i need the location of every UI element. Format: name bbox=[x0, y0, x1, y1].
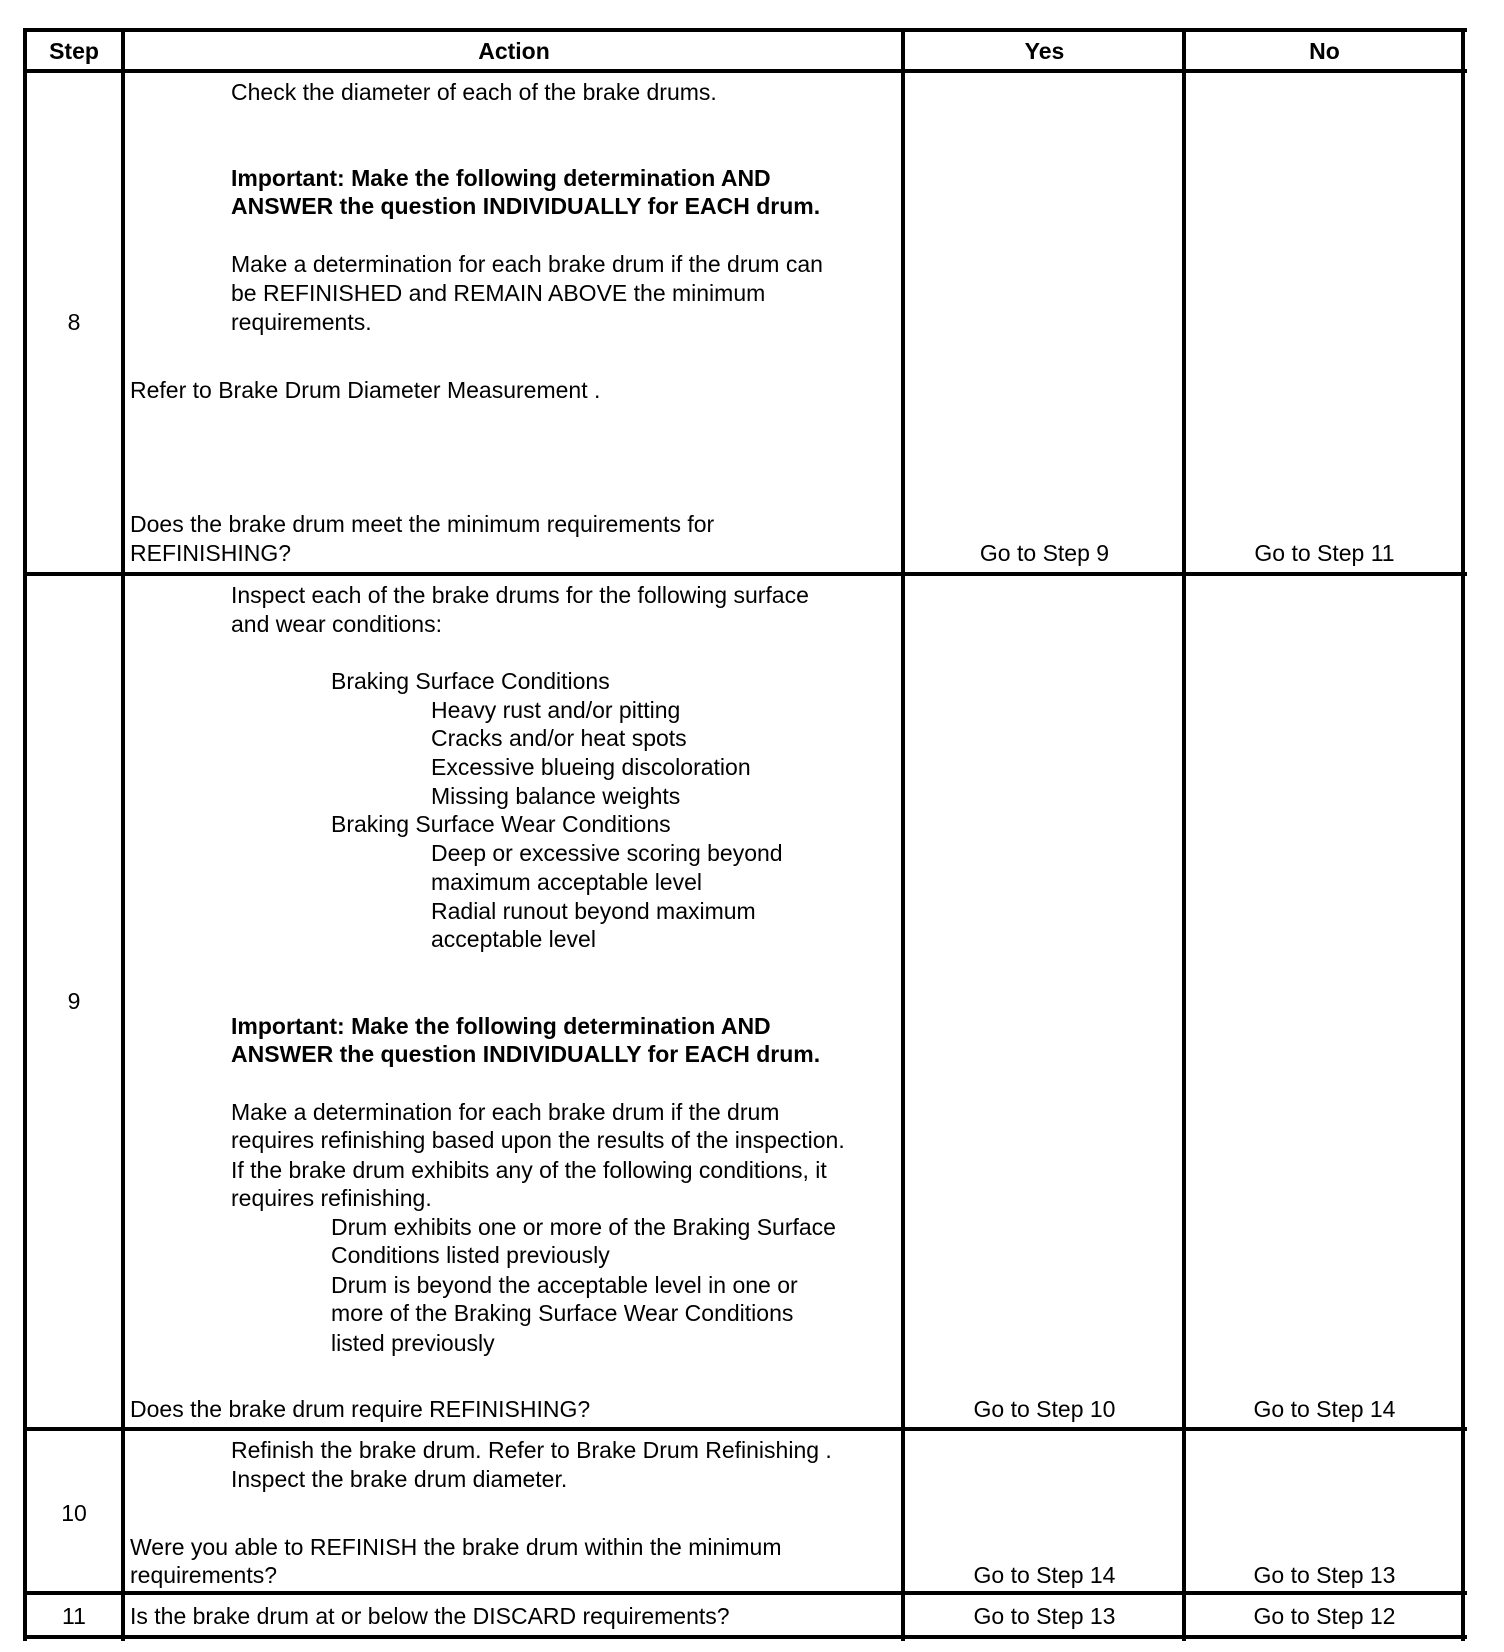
list-item: more of the Braking Surface Wear Conditions bbox=[331, 1300, 794, 1326]
no-goto-link[interactable]: Go to Step 13 bbox=[1253, 1562, 1396, 1588]
list-item: acceptable level bbox=[431, 926, 596, 952]
list-item: Radial runout beyond maximum bbox=[431, 898, 756, 924]
step-number: 10 bbox=[61, 1500, 87, 1526]
no-goto-link[interactable]: Go to Step 11 bbox=[1254, 540, 1395, 566]
row-divider bbox=[23, 572, 1467, 576]
question-text: Is the brake drum at or below the DISCARD requirements? bbox=[130, 1603, 730, 1629]
reference-link[interactable]: Refer to Brake Drum Diameter Measurement . bbox=[130, 377, 601, 403]
question-text: Does the brake drum require REFINISHING? bbox=[130, 1396, 591, 1422]
row-divider bbox=[23, 1591, 1467, 1595]
list-heading: Braking Surface Conditions bbox=[331, 668, 610, 694]
yes-goto-link[interactable]: Go to Step 10 bbox=[973, 1396, 1116, 1422]
important-note: Important: Make the following determination AND bbox=[231, 1013, 771, 1039]
list-item: Deep or excessive scoring beyond bbox=[431, 840, 783, 866]
action-text: requires refinishing based upon the results of the inspection. bbox=[231, 1127, 845, 1153]
list-item: Excessive blueing discoloration bbox=[431, 754, 751, 780]
list-heading: Braking Surface Wear Conditions bbox=[331, 811, 671, 837]
list-item: maximum acceptable level bbox=[431, 869, 703, 895]
action-text: requirements. bbox=[231, 309, 372, 335]
list-item: Drum is beyond the acceptable level in one or bbox=[331, 1272, 798, 1298]
yes-goto-link[interactable]: Go to Step 14 bbox=[973, 1562, 1116, 1588]
action-text: Inspect the brake drum diameter. bbox=[231, 1466, 568, 1492]
list-item: Cracks and/or heat spots bbox=[431, 725, 687, 751]
action-text: Inspect each of the brake drums for the following surface bbox=[231, 582, 809, 608]
yes-goto-link[interactable]: Go to Step 13 bbox=[973, 1603, 1116, 1629]
action-text: and wear conditions: bbox=[231, 611, 442, 637]
action-text: requires refinishing. bbox=[231, 1185, 432, 1211]
list-item: Drum exhibits one or more of the Braking Surface bbox=[331, 1214, 836, 1240]
list-item: Heavy rust and/or pitting bbox=[431, 697, 681, 723]
step-number: 9 bbox=[67, 988, 81, 1014]
question-text: requirements? bbox=[130, 1562, 278, 1588]
step-number: 8 bbox=[67, 309, 81, 335]
header-no: No bbox=[1309, 38, 1340, 64]
important-note: ANSWER the question INDIVIDUALLY for EACH drum. bbox=[231, 193, 821, 219]
step-number: 11 bbox=[62, 1603, 86, 1629]
list-item: Missing balance weights bbox=[431, 783, 681, 809]
list-item: listed previously bbox=[331, 1330, 495, 1356]
table-border-bottom bbox=[23, 1635, 1467, 1639]
action-text: If the brake drum exhibits any of the following conditions, it bbox=[231, 1157, 827, 1183]
question-text: Does the brake drum meet the minimum requirements for bbox=[130, 511, 715, 537]
header-divider bbox=[23, 69, 1467, 73]
header-yes: Yes bbox=[1024, 38, 1065, 64]
action-text: Make a determination for each brake drum if the drum bbox=[231, 1099, 780, 1125]
table-border-left bbox=[23, 29, 27, 1641]
question-text: Were you able to REFINISH the brake drum within the minimum bbox=[130, 1534, 782, 1560]
list-item: Conditions listed previously bbox=[331, 1242, 610, 1268]
important-note: ANSWER the question INDIVIDUALLY for EACH drum. bbox=[231, 1041, 821, 1067]
action-text: be REFINISHED and REMAIN ABOVE the minimum bbox=[231, 280, 766, 306]
action-text: Make a determination for each brake drum if the drum can bbox=[231, 251, 823, 277]
action-text: Check the diameter of each of the brake drums. bbox=[231, 79, 717, 105]
no-goto-link[interactable]: Go to Step 14 bbox=[1253, 1396, 1396, 1422]
question-text: REFINISHING? bbox=[130, 540, 292, 566]
action-text: Refinish the brake drum. Refer to Brake Drum Refinishing . bbox=[231, 1437, 832, 1463]
yes-goto-link[interactable]: Go to Step 9 bbox=[979, 540, 1110, 566]
table-border-top bbox=[23, 28, 1467, 32]
header-step: Step bbox=[49, 38, 99, 64]
row-divider bbox=[23, 1427, 1467, 1431]
no-goto-link[interactable]: Go to Step 12 bbox=[1253, 1603, 1396, 1629]
header-action: Action bbox=[478, 38, 550, 64]
important-note: Important: Make the following determination AND bbox=[231, 165, 771, 191]
column-divider bbox=[121, 29, 125, 1641]
